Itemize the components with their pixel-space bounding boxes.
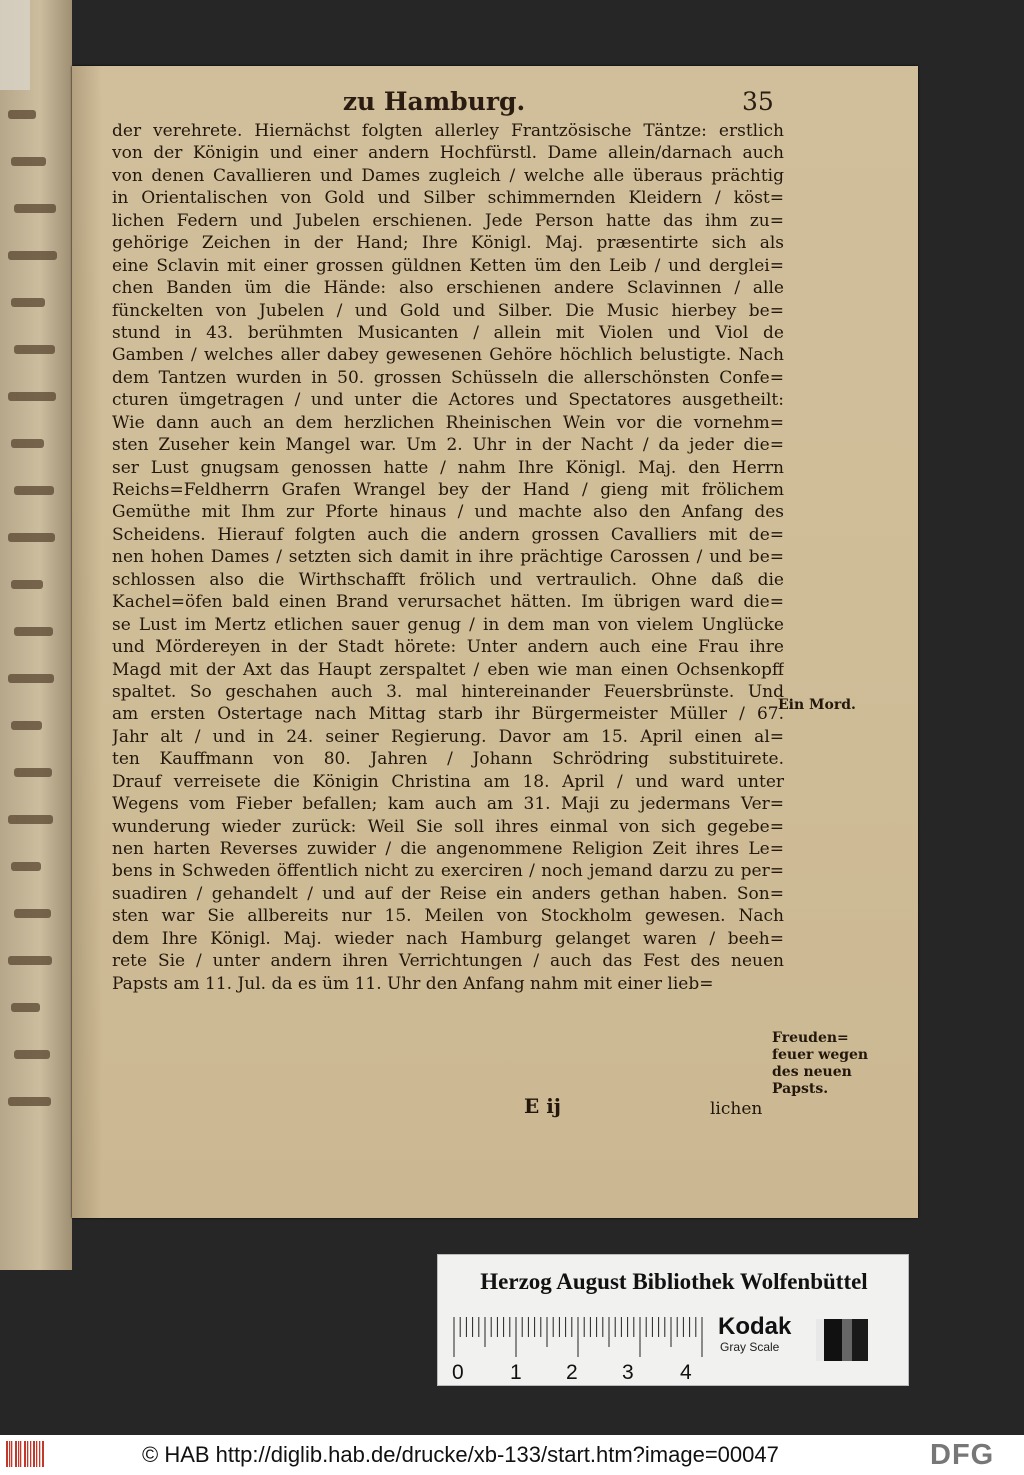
text-line: und Mördereyen in der Stadt hörete: Unter andern auch eine Frau ihre <box>112 637 784 658</box>
text-line: dem Ihre Königl. Maj. wieder nach Hamburg gelanget waren / beeh= <box>112 928 784 949</box>
gray-patch <box>816 1319 824 1361</box>
previous-page-mark <box>14 204 56 213</box>
gray-scale-patches <box>816 1319 874 1361</box>
page-number: 35 <box>742 87 774 116</box>
binding-strip <box>0 0 30 90</box>
text-line: in Orientalischen von Gold und Silber schimmernden Kleidern / köst= <box>112 188 784 209</box>
text-line: nen hohen Dames / setzten sich damit in ihre prächtige Carossen / und be= <box>112 547 784 568</box>
gray-patch <box>852 1319 868 1361</box>
marginal-line: Papsts. <box>772 1081 829 1097</box>
text-line: se Lust im Mertz etlichen sauer genug / in dem man von vielem Unglücke <box>112 614 784 635</box>
barcode-bar <box>30 1441 31 1467</box>
text-line: am ersten Ostertage nach Mittag starb ihr Bürgermeister Müller / 67. <box>112 704 784 725</box>
gray-patch <box>824 1319 842 1361</box>
barcode-bar <box>15 1441 17 1467</box>
text-line: von denen Cavallieren und Dames zugleich / welche alle überaus prächtig <box>112 165 784 186</box>
dfg-logo: DFG <box>930 1439 995 1471</box>
text-line: schlossen also die Wirthschafft frölich und vertraulich. Ohne daß die <box>112 569 784 590</box>
body-text <box>112 120 784 995</box>
barcode-bar <box>42 1441 44 1467</box>
previous-page-mark <box>8 110 36 119</box>
previous-page-mark <box>8 956 52 965</box>
previous-page-mark <box>14 345 55 354</box>
previous-page-edge <box>0 0 72 1270</box>
library-color-card <box>437 1254 909 1386</box>
marginal-note-freuden <box>772 1030 868 1098</box>
previous-page-mark <box>8 1097 51 1106</box>
previous-page-mark <box>14 486 54 495</box>
text-line: der verehrete. Hiernächst folgten allerley Frantzösische Täntze: erstlich <box>112 121 784 141</box>
barcode-bar <box>18 1441 19 1467</box>
text-line: sten war Sie allbereits nur 15. Meilen von Stockholm gewesen. Nach <box>112 906 784 927</box>
text-line: Papsts am 11. Jul. da es üm 11. Uhr den Anfang nahm mit einer lieb= <box>112 973 714 994</box>
previous-page-mark <box>8 251 57 260</box>
previous-page-mark <box>11 298 45 307</box>
previous-page-mark <box>8 392 56 401</box>
text-line: Magd mit der Axt das Haupt zerspaltet / eben wie man einen Ochsenkopff <box>112 659 784 680</box>
text-line: von der Königin und einer andern Hochfürstl. Dame allein/darnach auch <box>112 143 784 164</box>
previous-page-mark <box>14 627 53 636</box>
text-line: ser Lust gnugsam genossen hatte / nahm Ihre Königl. Maj. den Herrn <box>112 457 784 478</box>
previous-page-mark <box>14 768 52 777</box>
previous-page-mark <box>11 862 41 871</box>
text-line: bens in Schweden öffentlich nicht zu exerciren / noch jemand darzu zu per= <box>112 861 784 882</box>
barcode-bar <box>36 1441 37 1467</box>
barcode-bar <box>39 1441 40 1467</box>
text-line: ten Kauffmann von 80. Jahren / Johann Schrödring substituirete. <box>112 749 784 770</box>
barcode-icon <box>6 1439 46 1469</box>
catchword: lichen <box>710 1099 763 1119</box>
previous-page-mark <box>11 1003 40 1012</box>
previous-page-marks <box>4 100 64 1200</box>
text-line: nen harten Reverses zuwider / die angenommene Religion Zeit ihres Le= <box>112 839 784 859</box>
text-line: dem Tantzen wurden in 50. grossen Schüsseln die allerschönsten Confe= <box>112 367 784 388</box>
marginal-line: des neuen <box>772 1064 852 1080</box>
previous-page-text-fragments <box>4 100 64 1216</box>
ruler-number: 3 <box>622 1361 634 1384</box>
text-line: Gamben / welches aller dabey gewesenen Gehöre höchlich belustigte. Nach <box>112 345 784 366</box>
previous-page-mark <box>11 157 46 166</box>
previous-page-mark <box>11 580 43 589</box>
text-line: stund in 43. berühmten Musicanten / allein mit Violen und Viol de <box>112 322 784 343</box>
ruler-number: 0 <box>452 1361 464 1384</box>
text-line: Drauf verreisete die Königin Christina am 18. April / und ward unter <box>112 771 784 792</box>
text-line: sten Zuseher kein Mangel war. Um 2. Uhr in der Nacht / da jeder die= <box>112 435 784 456</box>
previous-page-mark <box>8 533 55 542</box>
marginal-line: feuer wegen <box>772 1047 869 1063</box>
library-name: Herzog August Bibliothek Wolfenbüttel <box>480 1269 868 1294</box>
footer-bar <box>0 1435 1024 1475</box>
previous-page-mark <box>11 721 42 730</box>
barcode-bar <box>33 1441 35 1467</box>
signature-mark: E ij <box>524 1094 562 1118</box>
text-line: suadiren / gehandelt / und auf der Reise ein anders gethan haben. Son= <box>112 883 784 904</box>
barcode-bar <box>20 1441 21 1467</box>
text-line: chen Banden üm die Hände: also erschienen andere Sclavinnen / alle <box>112 278 784 299</box>
ruler-scale <box>452 1315 708 1359</box>
ruler-number: 2 <box>566 1361 578 1384</box>
text-line: Wie dann auch an dem herzlichen Rheinischen Wein vor die vornehm= <box>112 412 784 433</box>
barcode-bar <box>27 1441 28 1467</box>
previous-page-mark <box>11 439 44 448</box>
text-line: fünckelten von Jubelen / und Gold und Silber. Die Music hierbey be= <box>112 300 784 321</box>
text-line: gehörige Zeichen in der Hand; Ihre Königl. Maj. præsentirte sich als <box>112 233 784 254</box>
marginal-line: Freuden= <box>772 1030 849 1046</box>
ruler-numbers <box>446 1361 726 1383</box>
text-line: lichen Federn und Jubelen erschienen. Jede Person hatte das ihm zu= <box>112 210 784 231</box>
barcode-bar <box>11 1441 12 1467</box>
ruler-number: 1 <box>510 1361 522 1384</box>
kodak-logo: Kodak <box>718 1313 792 1340</box>
text-line: Gemüthe mit Ihm zur Pforte hinaus / und machte also den Anfang des <box>112 502 784 523</box>
barcode-bar <box>6 1441 8 1467</box>
text-line: Reichs=Feldherrn Grafen Wrangel bey der Hand / gieng mit frölichem <box>112 480 784 500</box>
previous-page-mark <box>14 909 51 918</box>
ruler-number: 4 <box>680 1361 692 1384</box>
text-line: Kachel=öfen bald einen Brand verursachet hätten. Im übrigen ward die= <box>112 592 784 613</box>
running-head: zu Hamburg. <box>342 87 526 116</box>
text-line: Jahr alt / und in 24. seiner Regierung. Davor am 15. April einen al= <box>112 726 784 747</box>
previous-page-mark <box>14 1050 50 1059</box>
previous-page-mark <box>8 674 54 683</box>
marginal-note-mord: Ein Mord. <box>778 697 856 713</box>
barcode-bar <box>9 1441 10 1467</box>
copyright-url[interactable]: © HAB http://diglib.hab.de/drucke/xb-133/start.htm?image=00047 <box>142 1442 779 1467</box>
gray-scale-label: Gray Scale <box>720 1340 780 1354</box>
gray-patch <box>842 1319 852 1361</box>
previous-page-mark <box>8 815 53 824</box>
text-line: Scheidens. Hierauf folgten auch die andern grossen Cavalliers mit de= <box>112 524 784 545</box>
barcode-bar <box>24 1441 26 1467</box>
text-line: spaltet. So geschahen auch 3. mal hintereinander Feuersbrünste. Und <box>112 681 784 702</box>
text-line: cturen ümgetragen / und unter die Actores und Spectatores ausgetheilt: <box>112 390 784 411</box>
text-line: wunderung wieder zurück: Weil Sie soll ihres einmal von sich gegebe= <box>112 816 784 837</box>
text-line: Wegens vom Fieber befallen; kam auch am 31. Maji zu jedermans Ver= <box>112 794 784 815</box>
text-line: rete Sie / unter andern ihren Verrichtungen / auch das Fest des neuen <box>112 951 784 972</box>
book-page <box>72 66 918 1218</box>
page-gutter-shade <box>72 66 102 1218</box>
text-line: eine Sclavin mit einer grossen güldnen Ketten üm den Leib / und derglei= <box>112 255 784 276</box>
